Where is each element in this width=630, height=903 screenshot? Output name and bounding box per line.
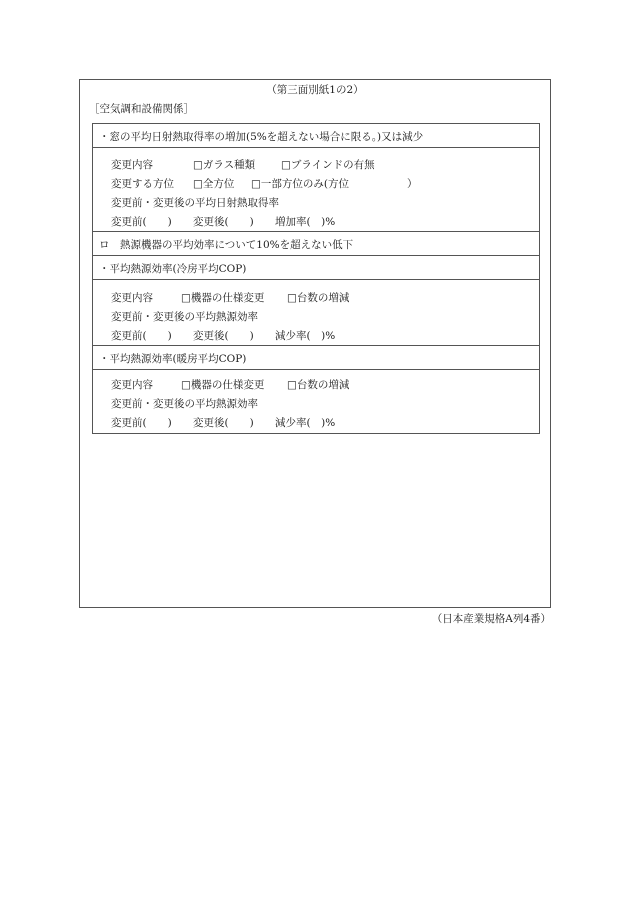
- change-content-label: 変更内容: [111, 379, 153, 391]
- window-rate-title: 変更前・変更後の平均日射熱取得率: [111, 197, 279, 209]
- cooling-heading-row: [93, 256, 539, 280]
- before-value[interactable]: 変更前( ): [111, 417, 172, 429]
- window-heading: ・窓の平均日射熱取得率の増加(5%を超えない場合に限る。)又は減少: [99, 131, 424, 143]
- window-change-content-line: [111, 157, 375, 172]
- equipment-spec-checkbox[interactable]: □機器の仕様変更: [181, 379, 265, 391]
- before-value[interactable]: 変更前( ): [111, 330, 172, 342]
- page-title: （第三面別紙1の2）: [266, 84, 364, 96]
- glass-type-checkbox[interactable]: □ガラス種類: [193, 159, 256, 171]
- cooling-change-content-line: [111, 290, 349, 305]
- decrease-rate[interactable]: 減少率( )%: [275, 330, 336, 342]
- blind-checkbox[interactable]: □ブラインドの有無: [281, 159, 375, 171]
- heating-heading: ・平均熱源効率(暖房平均COP): [99, 353, 247, 365]
- heating-efficiency-title: 変更前・変更後の平均熱源効率: [111, 398, 258, 410]
- equipment-spec-checkbox[interactable]: □機器の仕様変更: [181, 292, 265, 304]
- after-value[interactable]: 変更後( ): [193, 330, 254, 342]
- decrease-rate[interactable]: 減少率( )%: [275, 417, 336, 429]
- items-table: [92, 123, 540, 434]
- heating-values-line: [111, 415, 335, 430]
- heating-heading-row: [93, 346, 539, 370]
- cooling-values-line: [111, 328, 335, 343]
- heating-change-content-line: [111, 377, 349, 392]
- window-orientation-line: [111, 176, 418, 191]
- partial-orientation-checkbox[interactable]: □一部方位のみ(方位: [251, 178, 350, 190]
- unit-count-checkbox[interactable]: □台数の増減: [287, 379, 350, 391]
- unit-count-checkbox[interactable]: □台数の増減: [287, 292, 350, 304]
- after-value[interactable]: 変更後( ): [193, 417, 254, 429]
- change-content-label: 変更内容: [111, 159, 153, 171]
- after-value[interactable]: 変更後( ): [193, 216, 254, 228]
- increase-rate[interactable]: 増加率( )%: [275, 216, 336, 228]
- cooling-efficiency-title: 変更前・変更後の平均熱源効率: [111, 311, 258, 323]
- heat-source-heading-row: [93, 232, 539, 256]
- heating-details: [93, 370, 539, 433]
- form-frame: [79, 79, 551, 608]
- paper-size-note: （日本産業規格A列4番）: [431, 613, 551, 625]
- cooling-heading: ・平均熱源効率(冷房平均COP): [99, 263, 247, 275]
- window-heading-row: [93, 124, 539, 148]
- orientation-close-paren: ）: [407, 178, 418, 190]
- before-value[interactable]: 変更前( ): [111, 216, 172, 228]
- cooling-details: [93, 280, 539, 346]
- heat-source-heading: ロ 熱源機器の平均効率について10%を超えない低下: [99, 239, 354, 251]
- all-orientation-checkbox[interactable]: □全方位: [193, 178, 235, 190]
- window-values-line: [111, 214, 335, 229]
- section-label: ［空気調和設備関係］: [89, 103, 194, 115]
- orientation-label: 変更する方位: [111, 178, 174, 190]
- change-content-label: 変更内容: [111, 292, 153, 304]
- window-details: [93, 148, 539, 232]
